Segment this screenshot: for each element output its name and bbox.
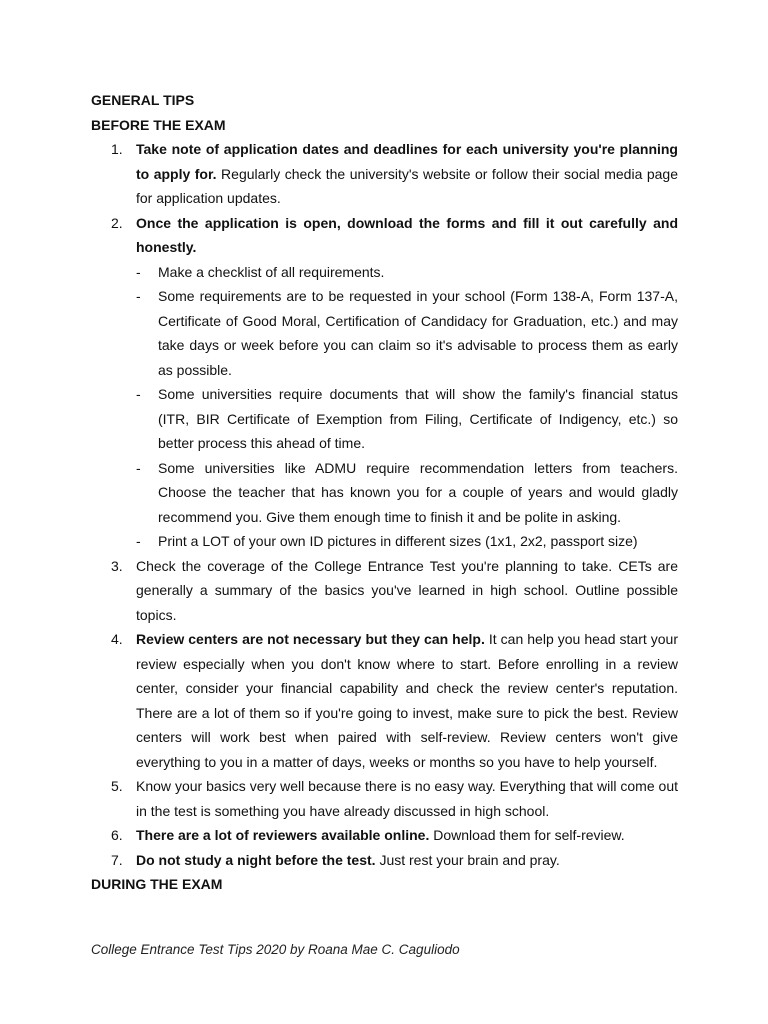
item-bold-text: Take note of application dates and deadlines for each university you're planning to apply for.	[136, 141, 678, 182]
sub-item-4	[91, 456, 678, 530]
list-number: 5.	[111, 778, 123, 794]
item-bold-text: Do not study a night before the test.	[136, 851, 376, 868]
list-number: 7.	[111, 851, 123, 868]
list-item-5	[91, 774, 678, 823]
sub-item-5	[91, 529, 678, 554]
sub-item-2	[91, 284, 678, 382]
item-bold-text: Once the application is open, download the forms and fill it out carefully and honestly.	[136, 214, 678, 255]
heading-during-exam: DURING THE EXAM	[91, 876, 223, 892]
bullet-dash: -	[136, 288, 141, 304]
heading-general-tips: GENERAL TIPS	[91, 92, 195, 108]
document-body	[91, 88, 678, 897]
item-text: Check the coverage of the College Entrance Test you're planning to take. CETs are generally a summary of the basics you've learned in high school. Outline possible topics.	[136, 557, 678, 623]
list-item-3	[91, 554, 678, 628]
sub-item-text: Some requirements are to be requested in your school (Form 138-A, Form 137-A, Certificate of Good Moral, Certification of Candidacy for Graduation, etc.) and may take days or week before you can claim so it's advisable to process them as early as possible.	[158, 288, 678, 378]
sub-item-text: Print a LOT of your own ID pictures in different sizes (1x1, 2x2, passport size)	[158, 533, 638, 549]
page-footer: College Entrance Test Tips 2020 by Roana Mae C. Caguliodo	[91, 942, 460, 957]
item-text: Regularly check the university's website or follow their social media page for application updates.	[136, 165, 679, 206]
list-number: 6.	[111, 827, 123, 843]
heading-before-exam: BEFORE THE EXAM	[91, 116, 226, 133]
sub-item-1	[91, 260, 678, 285]
list-item-4	[91, 627, 678, 774]
item-text: Download them for self-review.	[429, 827, 625, 843]
item-bold-text: There are a lot of reviewers available online.	[136, 827, 430, 843]
bullet-dash: -	[136, 386, 141, 402]
list-item-2	[91, 211, 678, 260]
item-bold-text: Review centers are not necessary but they can help.	[136, 631, 485, 647]
item-text: Just rest your brain and pray.	[375, 851, 560, 868]
list-item-6	[91, 823, 678, 848]
item-text: It can help you head start your review especially when you don't know where to start. Before enrolling in a review center, consider your financial capability and check the review center's reputation. There are a lot of them so if you're going to invest, make sure to pick the best. Review centers will work best when paired with self-review. Review centers won't give everything to you in a matter of days, weeks or months so you have to help yourself.	[136, 631, 678, 770]
bullet-dash: -	[136, 459, 141, 476]
sub-item-text: Some universities like ADMU require recommendation letters from teachers. Choose the teacher that has known you for a couple of years and would gladly recommend you. Give them enough time to finish it and be polite in asking.	[158, 459, 678, 525]
sub-item-text: Make a checklist of all requirements.	[158, 263, 385, 280]
item-text: Know your basics very well because there is no easy way. Everything that will come out in the test is something you have already discussed in high school.	[136, 778, 678, 819]
sub-item-text: Some universities require documents that will show the family's financial status (ITR, BIR Certificate of Exemption from Filing, Certificate of Indigency, etc.) so better process this ahead of time.	[158, 386, 678, 451]
bullet-dash: -	[136, 263, 141, 280]
list-number: 4.	[111, 631, 123, 647]
sub-item-3	[91, 382, 678, 456]
list-number: 2.	[111, 214, 123, 231]
list-number: 1.	[111, 141, 123, 157]
list-number: 3.	[111, 557, 123, 574]
list-item-7	[91, 848, 678, 873]
list-item-1	[91, 137, 678, 211]
bullet-dash: -	[136, 533, 141, 549]
